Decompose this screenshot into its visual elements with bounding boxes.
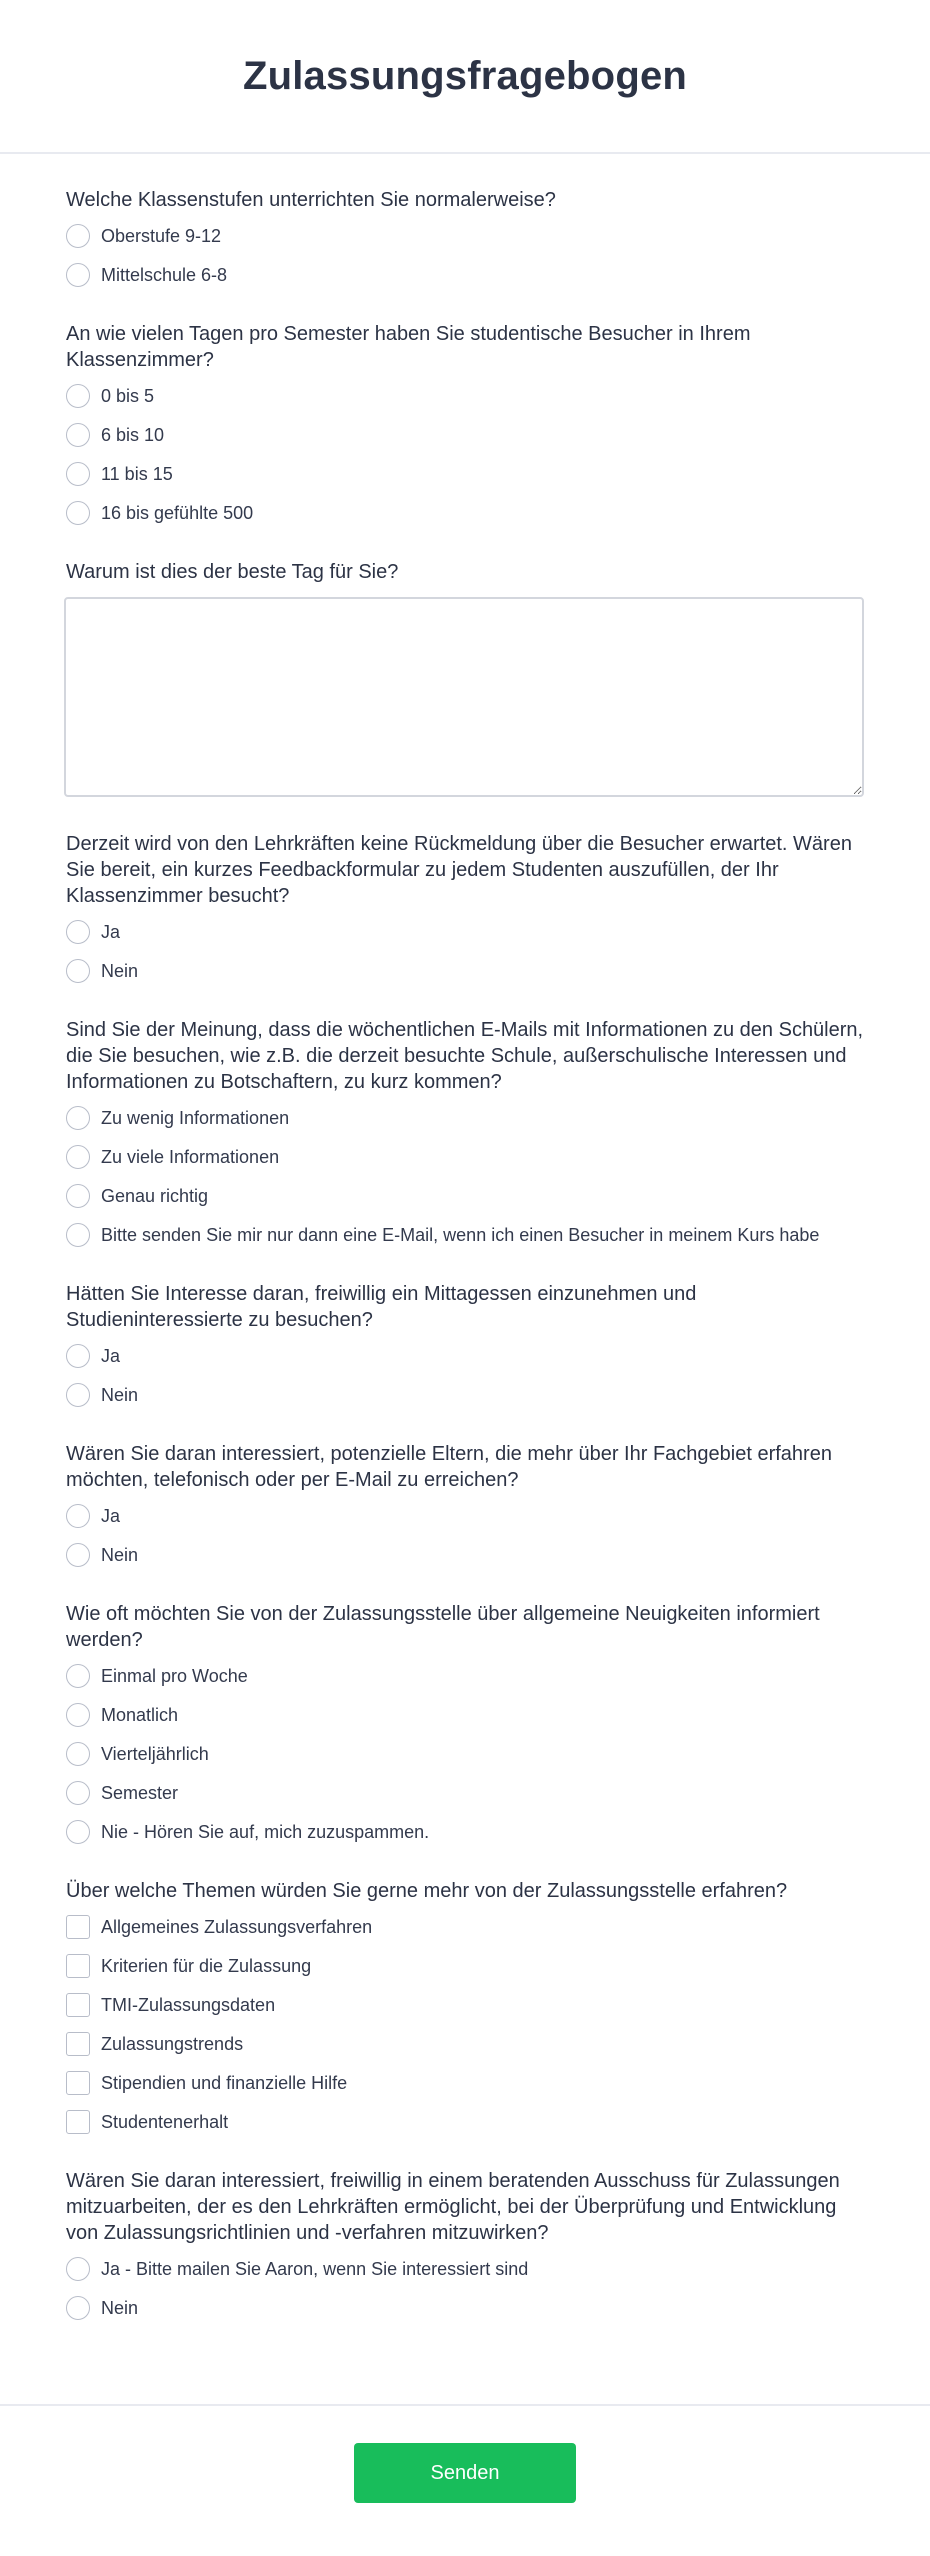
question-6	[66, 1281, 865, 1407]
option-label: Studentenerhalt	[101, 2112, 229, 2132]
option-label: 0 bis 5	[101, 386, 155, 406]
radio-option[interactable]	[66, 1544, 865, 1567]
radio-option[interactable]	[66, 502, 865, 525]
option-label: Nein	[101, 961, 139, 981]
question-8	[66, 1601, 865, 1844]
radio-option[interactable]	[66, 960, 865, 983]
questionnaire-form	[0, 187, 930, 2320]
radio-input[interactable]	[66, 1742, 90, 1766]
question-2	[66, 321, 865, 525]
question-label: Derzeit wird von den Lehrkräften keine Rückmeldung über die Besucher erwartet. Wären Sie bereit, ein kurzes Feedbackformular zu jedem Studenten auszufüllen, der Ihr Klassenzimmer besucht?	[66, 833, 852, 907]
radio-input[interactable]	[66, 1664, 90, 1688]
question-label: An wie vielen Tagen pro Semester haben Sie studentische Besucher in Ihrem Klassenzimmer?	[66, 323, 751, 371]
option-label: Nein	[101, 1545, 139, 1565]
checkbox-option[interactable]	[66, 1955, 865, 1978]
checkbox-option[interactable]	[66, 2033, 865, 2056]
option-label: Vierteljährlich	[101, 1744, 209, 1764]
radio-input[interactable]	[66, 1781, 90, 1805]
question-1	[66, 187, 865, 287]
radio-input[interactable]	[66, 384, 90, 408]
radio-option[interactable]	[66, 1384, 865, 1407]
radio-group	[66, 385, 865, 525]
option-label: Zu viele Informationen	[101, 1147, 280, 1167]
option-label: 16 bis gefühlte 500	[101, 503, 254, 523]
checkbox-input[interactable]	[66, 2032, 90, 2056]
option-label: 6 bis 10	[101, 425, 165, 445]
option-label: Kriterien für die Zulassung	[101, 1956, 312, 1976]
option-label: Ja	[101, 1346, 121, 1366]
answer-textarea[interactable]	[64, 597, 864, 797]
option-label: Nein	[101, 1385, 139, 1405]
radio-option[interactable]	[66, 1665, 865, 1688]
radio-option[interactable]	[66, 1704, 865, 1727]
radio-input[interactable]	[66, 462, 90, 486]
radio-group	[66, 1665, 865, 1844]
submit-button[interactable]: Senden	[354, 2443, 576, 2503]
option-label: Monatlich	[101, 1705, 179, 1725]
radio-input[interactable]	[66, 1383, 90, 1407]
option-label: Semester	[101, 1783, 179, 1803]
question-label: Wären Sie daran interessiert, potenzielle Eltern, die mehr über Ihr Fachgebiet erfahren möchten, telefonisch oder per E-Mail zu erreichen?	[66, 1443, 832, 1491]
question-label: Warum ist dies der beste Tag für Sie?	[66, 561, 399, 583]
radio-option[interactable]	[66, 1107, 865, 1130]
question-label: Hätten Sie Interesse daran, freiwillig ein Mittagessen einzunehmen und Studieninteressierte zu besuchen?	[66, 1283, 697, 1331]
option-label: Ja	[101, 922, 121, 942]
checkbox-input[interactable]	[66, 1954, 90, 1978]
radio-option[interactable]	[66, 424, 865, 447]
checkbox-input[interactable]	[66, 2110, 90, 2134]
option-label: Bitte senden Sie mir nur dann eine E-Mail, wenn ich einen Besucher in meinem Kurs habe	[101, 1225, 820, 1245]
checkbox-option[interactable]	[66, 1994, 865, 2017]
option-label: Einmal pro Woche	[101, 1666, 248, 1686]
option-label: 11 bis 15	[101, 464, 173, 484]
radio-option[interactable]	[66, 463, 865, 486]
radio-option[interactable]	[66, 1224, 865, 1247]
checkbox-input[interactable]	[66, 1993, 90, 2017]
question-3	[66, 559, 865, 797]
radio-input[interactable]	[66, 1820, 90, 1844]
radio-option[interactable]	[66, 1782, 865, 1805]
radio-option[interactable]	[66, 1821, 865, 1844]
option-label: Nein	[101, 2298, 139, 2318]
radio-group	[66, 1505, 865, 1567]
checkbox-group	[66, 1916, 865, 2134]
option-label: Ja - Bitte mailen Sie Aaron, wenn Sie interessiert sind	[101, 2259, 529, 2279]
radio-input[interactable]	[66, 1223, 90, 1247]
radio-option[interactable]	[66, 1345, 865, 1368]
form-header	[0, 0, 930, 154]
radio-input[interactable]	[66, 423, 90, 447]
checkbox-input[interactable]	[66, 2071, 90, 2095]
radio-option[interactable]	[66, 385, 865, 408]
checkbox-option[interactable]	[66, 1916, 865, 1939]
radio-input[interactable]	[66, 959, 90, 983]
question-7	[66, 1441, 865, 1567]
question-5	[66, 1017, 865, 1247]
radio-group	[66, 2258, 865, 2320]
checkbox-option[interactable]	[66, 2072, 865, 2095]
radio-group	[66, 1345, 865, 1407]
radio-option[interactable]	[66, 1146, 865, 1169]
radio-option[interactable]	[66, 1505, 865, 1528]
option-label: Zulassungstrends	[101, 2034, 244, 2054]
radio-option[interactable]	[66, 1743, 865, 1766]
radio-option[interactable]	[66, 2297, 865, 2320]
option-label: Stipendien und finanzielle Hilfe	[101, 2073, 348, 2093]
radio-option[interactable]	[66, 1185, 865, 1208]
radio-input[interactable]	[66, 2296, 90, 2320]
question-label: Sind Sie der Meinung, dass die wöchentlichen E-Mails mit Informationen zu den Schülern, die Sie besuchen, wie z.B. die derzeit besuchte Schule, außerschulische Interessen und Informationen zu Botschaftern, zu kurz kommen?	[66, 1019, 864, 1093]
option-label: Oberstufe 9-12	[101, 226, 222, 246]
radio-input[interactable]	[66, 920, 90, 944]
question-label: Über welche Themen würden Sie gerne mehr von der Zulassungsstelle erfahren?	[66, 1880, 788, 1902]
option-label: Genau richtig	[101, 1186, 209, 1206]
option-label: Allgemeines Zulassungsverfahren	[101, 1917, 373, 1937]
question-label: Wären Sie daran interessiert, freiwillig in einem beratenden Ausschuss für Zulassungen mitzuarbeiten, der es den Lehrkräften ermöglicht, bei der Überprüfung und Entwicklung von Zulassungsrichtlinien und -verfahren mitzuwirken?	[66, 2170, 840, 2244]
radio-input[interactable]	[66, 224, 90, 248]
question-label: Wie oft möchten Sie von der Zulassungsstelle über allgemeine Neuigkeiten informiert werden?	[66, 1603, 820, 1651]
question-4	[66, 831, 865, 983]
option-label: Ja	[101, 1506, 121, 1526]
form-footer	[0, 2404, 930, 2556]
checkbox-option[interactable]	[66, 2111, 865, 2134]
question-10	[66, 2168, 865, 2320]
radio-option[interactable]	[66, 264, 865, 287]
radio-input[interactable]	[66, 1344, 90, 1368]
radio-input[interactable]	[66, 1703, 90, 1727]
radio-input[interactable]	[66, 2257, 90, 2281]
radio-group	[66, 921, 865, 983]
radio-input[interactable]	[66, 1504, 90, 1528]
question-9	[66, 1878, 865, 2134]
radio-option[interactable]	[66, 921, 865, 944]
radio-input[interactable]	[66, 1145, 90, 1169]
radio-input[interactable]	[66, 501, 90, 525]
radio-input[interactable]	[66, 1106, 90, 1130]
option-label: Nie - Hören Sie auf, mich zuzuspammen.	[101, 1822, 430, 1842]
radio-input[interactable]	[66, 1543, 90, 1567]
question-label: Welche Klassenstufen unterrichten Sie normalerweise?	[66, 189, 556, 211]
radio-option[interactable]	[66, 2258, 865, 2281]
radio-input[interactable]	[66, 1184, 90, 1208]
radio-input[interactable]	[66, 263, 90, 287]
radio-group	[66, 225, 865, 287]
option-label: Mittelschule 6-8	[101, 265, 228, 285]
option-label: Zu wenig Informationen	[101, 1108, 290, 1128]
radio-group	[66, 1107, 865, 1247]
checkbox-input[interactable]	[66, 1915, 90, 1939]
radio-option[interactable]	[66, 225, 865, 248]
page-title: Zulassungsfragebogen	[242, 53, 688, 98]
option-label: TMI-Zulassungsdaten	[101, 1995, 276, 2015]
